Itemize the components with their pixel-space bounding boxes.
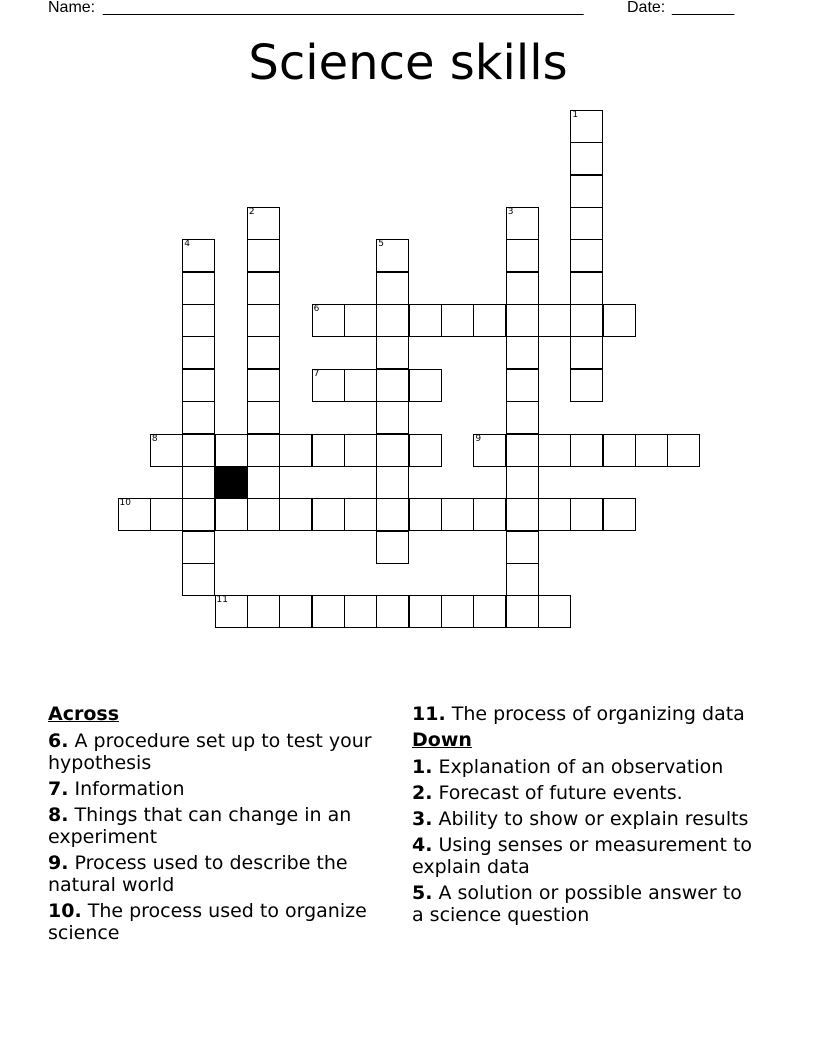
grid-cell[interactable]: [506, 239, 539, 272]
grid-cell[interactable]: [312, 434, 345, 467]
grid-cell[interactable]: [376, 498, 409, 531]
grid-cell[interactable]: [182, 272, 215, 305]
grid-cell[interactable]: [182, 336, 215, 369]
grid-cell[interactable]: [506, 369, 539, 402]
across-clue-10: 10. The process used to organize science: [48, 900, 367, 944]
down-clue-3: 3. Ability to show or explain results: [412, 808, 749, 830]
grid-cell[interactable]: [409, 304, 442, 337]
grid-cell[interactable]: [118, 498, 151, 531]
grid-cell[interactable]: [182, 498, 215, 531]
grid-cell[interactable]: [570, 207, 603, 240]
grid-cell[interactable]: [182, 401, 215, 434]
grid-cell[interactable]: [570, 239, 603, 272]
grid-cell[interactable]: [667, 434, 700, 467]
grid-cell[interactable]: [182, 369, 215, 402]
across-clue-8: 8. Things that can change in an experiment: [48, 804, 352, 848]
clue-number-3: 3: [507, 207, 514, 218]
blocked-cell: [215, 466, 248, 499]
grid-cell[interactable]: [344, 434, 377, 467]
grid-cell[interactable]: [473, 434, 506, 467]
grid-cell[interactable]: [570, 304, 603, 337]
clue-number-2: 2: [248, 207, 255, 218]
grid-cell[interactable]: [344, 304, 377, 337]
grid-cell[interactable]: [570, 272, 603, 305]
grid-cell[interactable]: [247, 304, 280, 337]
grid-cell[interactable]: [570, 369, 603, 402]
grid-cell[interactable]: [376, 336, 409, 369]
grid-cell[interactable]: [150, 498, 183, 531]
grid-cell[interactable]: [538, 434, 571, 467]
grid-cell[interactable]: [506, 531, 539, 564]
grid-cell[interactable]: [570, 110, 603, 143]
down-clue-2: 2. Forecast of future events.: [412, 782, 683, 804]
clue-number-4: 4: [184, 239, 190, 250]
grid-cell[interactable]: [506, 272, 539, 305]
grid-cell[interactable]: [376, 369, 409, 402]
grid-cell[interactable]: [344, 369, 377, 402]
grid-cell[interactable]: [506, 563, 539, 596]
grid-cell[interactable]: [247, 498, 280, 531]
grid-cell[interactable]: [473, 304, 506, 337]
grid-cell[interactable]: [215, 498, 248, 531]
grid-cell[interactable]: [376, 434, 409, 467]
grid-cell[interactable]: [635, 434, 668, 467]
grid-cell[interactable]: [603, 498, 636, 531]
grid-cell[interactable]: [279, 595, 312, 628]
grid-cell[interactable]: [279, 498, 312, 531]
grid-cell[interactable]: [409, 595, 442, 628]
across-clue-11: 11. The process of organizing data: [412, 703, 745, 725]
grid-cell[interactable]: [376, 304, 409, 337]
grid-cell[interactable]: [441, 304, 474, 337]
puzzle-title: Science skills: [248, 35, 568, 91]
clue-number-5: 5: [378, 239, 385, 250]
grid-cell[interactable]: [603, 304, 636, 337]
grid-cell[interactable]: [312, 369, 345, 402]
grid-cell[interactable]: [247, 207, 280, 240]
grid-cell[interactable]: [506, 466, 539, 499]
grid-cell[interactable]: [247, 336, 280, 369]
grid-cell[interactable]: [344, 595, 377, 628]
clue-number-1: 1: [572, 110, 579, 120]
grid-cell[interactable]: [376, 595, 409, 628]
grid-cell[interactable]: [215, 595, 248, 628]
clue-number-10: 10: [119, 498, 131, 509]
grid-cell[interactable]: [570, 175, 603, 208]
name-label: Name:: [48, 0, 96, 16]
grid-cell[interactable]: [150, 434, 183, 467]
grid-cell[interactable]: [182, 434, 215, 467]
grid-cell[interactable]: [506, 401, 539, 434]
grid-cell[interactable]: [570, 498, 603, 531]
across-clue-7: 7. Information: [48, 778, 185, 800]
grid-cell[interactable]: [376, 401, 409, 434]
grid-cell[interactable]: [344, 498, 377, 531]
clue-number-7: 7: [313, 368, 320, 379]
grid-cell[interactable]: [312, 498, 345, 531]
grid-cell[interactable]: [441, 595, 474, 628]
clue-number-8: 8: [151, 433, 158, 444]
name-line[interactable]: ______________________________________________________: [103, 0, 584, 16]
grid-cell[interactable]: [182, 563, 215, 596]
clues-column-left: [48, 703, 393, 948]
down-clue-1: 1. Explanation of an observation: [412, 756, 724, 778]
clue-number-9: 9: [475, 433, 482, 444]
date-line[interactable]: _______: [672, 0, 735, 16]
grid-cell[interactable]: [182, 466, 215, 499]
down-heading: Down: [412, 729, 472, 751]
grid-cell[interactable]: [182, 239, 215, 272]
across-clue-9: 9. Process used to describe the natural world: [48, 852, 348, 896]
grid-cell[interactable]: [182, 531, 215, 564]
grid-cell[interactable]: [441, 498, 474, 531]
grid-cell[interactable]: [506, 595, 539, 628]
grid-cell[interactable]: [538, 304, 571, 337]
grid-cell[interactable]: [247, 401, 280, 434]
grid-cell[interactable]: [409, 434, 442, 467]
grid-cell[interactable]: [473, 595, 506, 628]
grid-cell[interactable]: [312, 304, 345, 337]
grid-cell[interactable]: [247, 369, 280, 402]
grid-cell[interactable]: [312, 595, 345, 628]
grid-cell[interactable]: [247, 239, 280, 272]
grid-cell[interactable]: [376, 531, 409, 564]
across-clue-6: 6. A procedure set up to test your hypothesis: [48, 730, 372, 774]
grid-cell[interactable]: [570, 336, 603, 369]
grid-cell[interactable]: [247, 272, 280, 305]
grid-cell[interactable]: [376, 272, 409, 305]
grid-cell[interactable]: [473, 498, 506, 531]
clues-column-right: [412, 703, 757, 930]
down-clue-4: 4. Using senses or measurement to explain data: [412, 834, 753, 878]
grid-cell[interactable]: [570, 142, 603, 175]
grid-cell[interactable]: [506, 304, 539, 337]
grid-cell[interactable]: [506, 336, 539, 369]
grid-cell[interactable]: [570, 434, 603, 467]
grid-cell[interactable]: [247, 434, 280, 467]
grid-cell[interactable]: [538, 595, 571, 628]
grid-cell[interactable]: [409, 369, 442, 402]
grid-cell[interactable]: [409, 498, 442, 531]
grid-cell[interactable]: [279, 434, 312, 467]
grid-cell[interactable]: [603, 434, 636, 467]
grid-cell[interactable]: [376, 466, 409, 499]
grid-cell[interactable]: [215, 434, 248, 467]
clue-number-11: 11: [216, 595, 228, 606]
grid-cell[interactable]: [376, 239, 409, 272]
down-clue-5: 5. A solution or possible answer to a science question: [412, 882, 742, 926]
date-label: Date:: [627, 0, 666, 16]
grid-cell[interactable]: [506, 207, 539, 240]
grid-cell[interactable]: [506, 434, 539, 467]
grid-cell[interactable]: [182, 304, 215, 337]
grid-cell[interactable]: [247, 466, 280, 499]
across-heading: Across: [48, 703, 120, 725]
clue-number-6: 6: [313, 304, 320, 315]
grid-cell[interactable]: [538, 498, 571, 531]
grid-cell[interactable]: [506, 498, 539, 531]
grid-cell[interactable]: [247, 595, 280, 628]
